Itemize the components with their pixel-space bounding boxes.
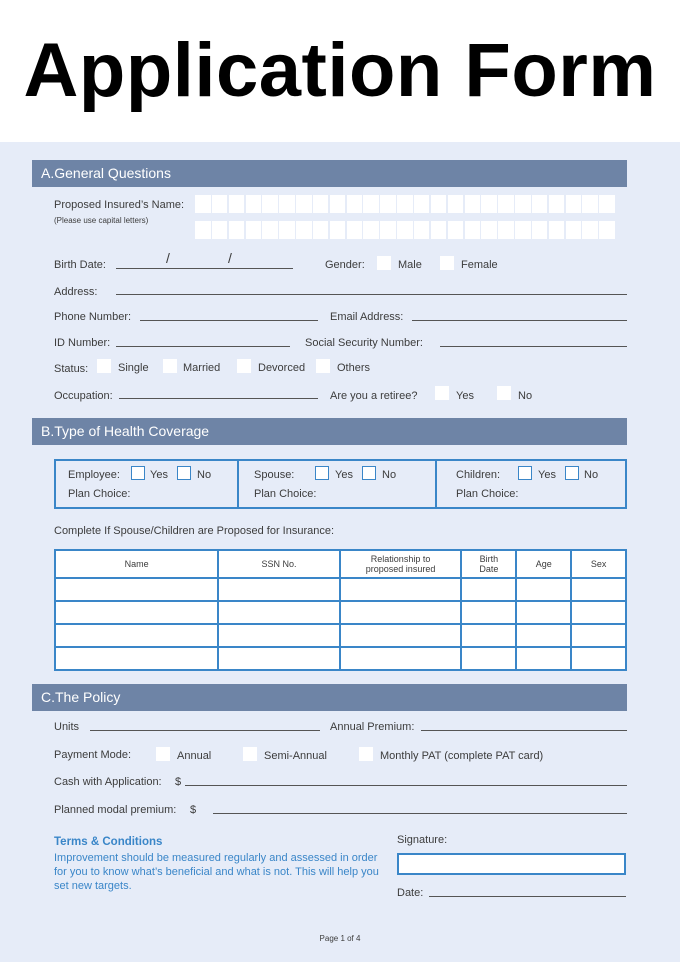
- table-row: [55, 578, 626, 601]
- cash-label: Cash with Application:: [54, 776, 162, 788]
- name-letter-box[interactable]: [262, 195, 278, 213]
- planned-dollar-sign: $: [190, 804, 197, 816]
- name-letter-box[interactable]: [195, 221, 211, 239]
- status-others-label: Others: [337, 362, 371, 374]
- name-letter-box[interactable]: [397, 195, 413, 213]
- name-letter-box[interactable]: [515, 195, 531, 213]
- terms-body: Improvement should be measured regularly and assessed in order for you to know what’s beneficial and what is not. This will help you set new targets.: [54, 852, 379, 892]
- spouse-yes-checkbox[interactable]: [315, 466, 329, 480]
- mode-annual-checkbox[interactable]: [156, 747, 170, 761]
- email-label: Email Address:: [330, 311, 404, 323]
- section-b-header: B.Type of Health Coverage: [32, 418, 627, 445]
- name-letter-box[interactable]: [582, 221, 598, 239]
- section-c-header: C.The Policy: [32, 684, 627, 711]
- cash-dollar-sign: $: [175, 776, 182, 788]
- name-letter-box[interactable]: [212, 221, 228, 239]
- proposed-name-label: Proposed Insured’s Name:: [54, 199, 185, 211]
- status-devorced-label: Devorced: [258, 362, 306, 374]
- name-letter-box[interactable]: [380, 221, 396, 239]
- table-cell[interactable]: [461, 578, 516, 601]
- name-letter-box[interactable]: [195, 195, 211, 213]
- name-letter-box[interactable]: [515, 221, 531, 239]
- table-row: [55, 601, 626, 624]
- name-letter-box[interactable]: [549, 195, 565, 213]
- address-label: Address:: [54, 286, 98, 298]
- spouse-no-label: No: [382, 469, 397, 481]
- status-single-checkbox[interactable]: [97, 359, 111, 373]
- col-header-sex: Sex: [571, 550, 626, 578]
- name-letter-row-2[interactable]: [195, 221, 616, 239]
- birth-date-field[interactable]: [116, 268, 293, 269]
- annual-premium-label: Annual Premium:: [330, 721, 415, 733]
- name-letter-box[interactable]: [229, 221, 245, 239]
- terms-title: Terms & Conditions: [54, 836, 163, 848]
- retiree-no-label: No: [518, 390, 533, 402]
- table-header-row: [55, 550, 626, 578]
- name-letter-box[interactable]: [599, 195, 615, 213]
- table-cell[interactable]: [55, 601, 218, 624]
- status-single-label: Single: [118, 362, 149, 374]
- col-header-age: Age: [516, 550, 571, 578]
- employee-no-label: No: [197, 469, 212, 481]
- table-cell[interactable]: [516, 578, 571, 601]
- employee-label: Employee:: [68, 469, 120, 481]
- name-letter-box[interactable]: [414, 221, 430, 239]
- children-plan-choice: Plan Choice:: [456, 488, 519, 500]
- signature-field[interactable]: [397, 853, 626, 875]
- gender-label: Gender:: [325, 259, 365, 271]
- spouse-plan-choice: Plan Choice:: [254, 488, 317, 500]
- occupation-field[interactable]: [119, 398, 318, 399]
- name-letter-box[interactable]: [212, 195, 228, 213]
- occupation-label: Occupation:: [54, 390, 113, 402]
- spouse-no-checkbox[interactable]: [362, 466, 376, 480]
- name-letter-box[interactable]: [599, 221, 615, 239]
- status-others-checkbox[interactable]: [316, 359, 330, 373]
- employee-yes-checkbox[interactable]: [131, 466, 145, 480]
- name-letter-box[interactable]: [363, 221, 379, 239]
- name-letter-box[interactable]: [498, 195, 514, 213]
- table-cell[interactable]: [218, 624, 339, 647]
- name-letter-box[interactable]: [481, 221, 497, 239]
- coverage-divider: [237, 461, 239, 507]
- email-field[interactable]: [412, 320, 627, 321]
- name-letter-box[interactable]: [296, 221, 312, 239]
- retiree-label: Are you a retiree?: [330, 390, 418, 402]
- table-cell[interactable]: [218, 601, 339, 624]
- table-cell[interactable]: [55, 647, 218, 670]
- name-letter-box[interactable]: [279, 221, 295, 239]
- mode-annual-label: Annual: [177, 750, 212, 762]
- phone-field[interactable]: [140, 320, 318, 321]
- name-letter-box[interactable]: [279, 195, 295, 213]
- name-letter-box[interactable]: [380, 195, 396, 213]
- status-devorced-checkbox[interactable]: [237, 359, 251, 373]
- date-separator: /: [228, 250, 232, 266]
- page-number: Page 1 of 4: [319, 934, 361, 943]
- mode-monthly-checkbox[interactable]: [359, 747, 373, 761]
- col-header-relationship: Relationship to proposed insured: [340, 550, 462, 578]
- units-label: Units: [54, 721, 80, 733]
- name-letter-box[interactable]: [229, 195, 245, 213]
- name-letter-box[interactable]: [498, 221, 514, 239]
- name-letter-box[interactable]: [313, 195, 329, 213]
- payment-mode-label: Payment Mode:: [54, 749, 132, 761]
- name-letter-box[interactable]: [431, 195, 447, 213]
- retiree-yes-label: Yes: [456, 390, 474, 402]
- table-row: [55, 647, 626, 670]
- complete-note: Complete If Spouse/Children are Proposed for Insurance:: [54, 525, 335, 537]
- address-field[interactable]: [116, 294, 627, 295]
- table-cell[interactable]: [340, 601, 462, 624]
- table-cell[interactable]: [461, 624, 516, 647]
- children-yes-label: Yes: [538, 469, 556, 481]
- name-letter-box[interactable]: [347, 221, 363, 239]
- name-letter-box[interactable]: [549, 221, 565, 239]
- form-title: Application Form: [0, 0, 680, 142]
- children-yes-checkbox[interactable]: [518, 466, 532, 480]
- table-cell[interactable]: [55, 624, 218, 647]
- name-letter-box[interactable]: [566, 221, 582, 239]
- table-cell[interactable]: [571, 624, 626, 647]
- name-letter-box[interactable]: [532, 221, 548, 239]
- retiree-no-checkbox[interactable]: [497, 386, 511, 400]
- units-field[interactable]: [90, 730, 320, 731]
- name-letter-box[interactable]: [414, 195, 430, 213]
- status-married-checkbox[interactable]: [163, 359, 177, 373]
- table-cell[interactable]: [218, 578, 339, 601]
- table-cell[interactable]: [340, 578, 462, 601]
- name-letter-box[interactable]: [262, 221, 278, 239]
- gender-female-checkbox[interactable]: [440, 256, 454, 270]
- spouse-label: Spouse:: [254, 469, 295, 481]
- id-number-field[interactable]: [116, 346, 290, 347]
- name-letter-box[interactable]: [330, 221, 346, 239]
- employee-no-checkbox[interactable]: [177, 466, 191, 480]
- children-no-label: No: [584, 469, 599, 481]
- children-label: Children:: [456, 469, 501, 481]
- employee-yes-label: Yes: [150, 469, 168, 481]
- table-cell[interactable]: [55, 578, 218, 601]
- insured-table: [54, 549, 627, 671]
- name-letter-box[interactable]: [481, 195, 497, 213]
- date-field[interactable]: [429, 896, 626, 897]
- table-cell[interactable]: [218, 647, 339, 670]
- ssn-field[interactable]: [440, 346, 627, 347]
- mode-semi-annual-label: Semi-Annual: [264, 750, 327, 762]
- date-separator: /: [166, 250, 170, 266]
- name-letter-box[interactable]: [296, 195, 312, 213]
- proposed-name-hint: (Please use capital letters): [54, 216, 149, 225]
- col-header-birth-date: Birth Date: [461, 550, 516, 578]
- gender-female-label: Female: [461, 259, 498, 271]
- table-row: [55, 624, 626, 647]
- coverage-divider: [435, 461, 437, 507]
- name-letter-box[interactable]: [363, 195, 379, 213]
- table-cell[interactable]: [571, 647, 626, 670]
- planned-premium-field[interactable]: [213, 813, 627, 814]
- table-cell[interactable]: [340, 647, 462, 670]
- name-letter-row-1[interactable]: [195, 195, 616, 213]
- name-letter-box[interactable]: [313, 221, 329, 239]
- cash-field[interactable]: [185, 785, 627, 786]
- table-cell[interactable]: [516, 647, 571, 670]
- spouse-yes-label: Yes: [335, 469, 353, 481]
- status-label: Status:: [54, 363, 89, 375]
- col-header-name: Name: [55, 550, 218, 578]
- name-letter-box[interactable]: [465, 221, 481, 239]
- id-number-label: ID Number:: [54, 337, 111, 349]
- table-cell[interactable]: [571, 578, 626, 601]
- date-label: Date:: [397, 887, 424, 899]
- table-cell[interactable]: [516, 601, 571, 624]
- name-letter-box[interactable]: [465, 195, 481, 213]
- name-letter-box[interactable]: [431, 221, 447, 239]
- table-cell[interactable]: [516, 624, 571, 647]
- signature-label: Signature:: [397, 834, 448, 846]
- name-letter-box[interactable]: [566, 195, 582, 213]
- employee-plan-choice: Plan Choice:: [68, 488, 131, 500]
- gender-male-label: Male: [398, 259, 422, 271]
- name-letter-box[interactable]: [448, 195, 464, 213]
- name-letter-box[interactable]: [397, 221, 413, 239]
- name-letter-box[interactable]: [448, 221, 464, 239]
- birth-date-label: Birth Date:: [54, 259, 106, 271]
- retiree-yes-checkbox[interactable]: [435, 386, 449, 400]
- mode-semi-annual-checkbox[interactable]: [243, 747, 257, 761]
- name-letter-box[interactable]: [582, 195, 598, 213]
- children-no-checkbox[interactable]: [565, 466, 579, 480]
- table-cell[interactable]: [571, 601, 626, 624]
- mode-monthly-label: Monthly PAT (complete PAT card): [380, 750, 544, 762]
- name-letter-box[interactable]: [246, 221, 262, 239]
- name-letter-box[interactable]: [330, 195, 346, 213]
- ssn-label: Social Security Number:: [305, 337, 423, 349]
- col-header-ssn: SSN No.: [218, 550, 339, 578]
- name-letter-box[interactable]: [347, 195, 363, 213]
- name-letter-box[interactable]: [532, 195, 548, 213]
- table-cell[interactable]: [461, 601, 516, 624]
- table-cell[interactable]: [461, 647, 516, 670]
- phone-label: Phone Number:: [54, 311, 132, 323]
- name-letter-box[interactable]: [246, 195, 262, 213]
- table-cell[interactable]: [340, 624, 462, 647]
- annual-premium-field[interactable]: [421, 730, 627, 731]
- planned-premium-label: Planned modal premium:: [54, 804, 177, 816]
- gender-male-checkbox[interactable]: [377, 256, 391, 270]
- status-married-label: Married: [183, 362, 221, 374]
- section-a-header: A.General Questions: [32, 160, 627, 187]
